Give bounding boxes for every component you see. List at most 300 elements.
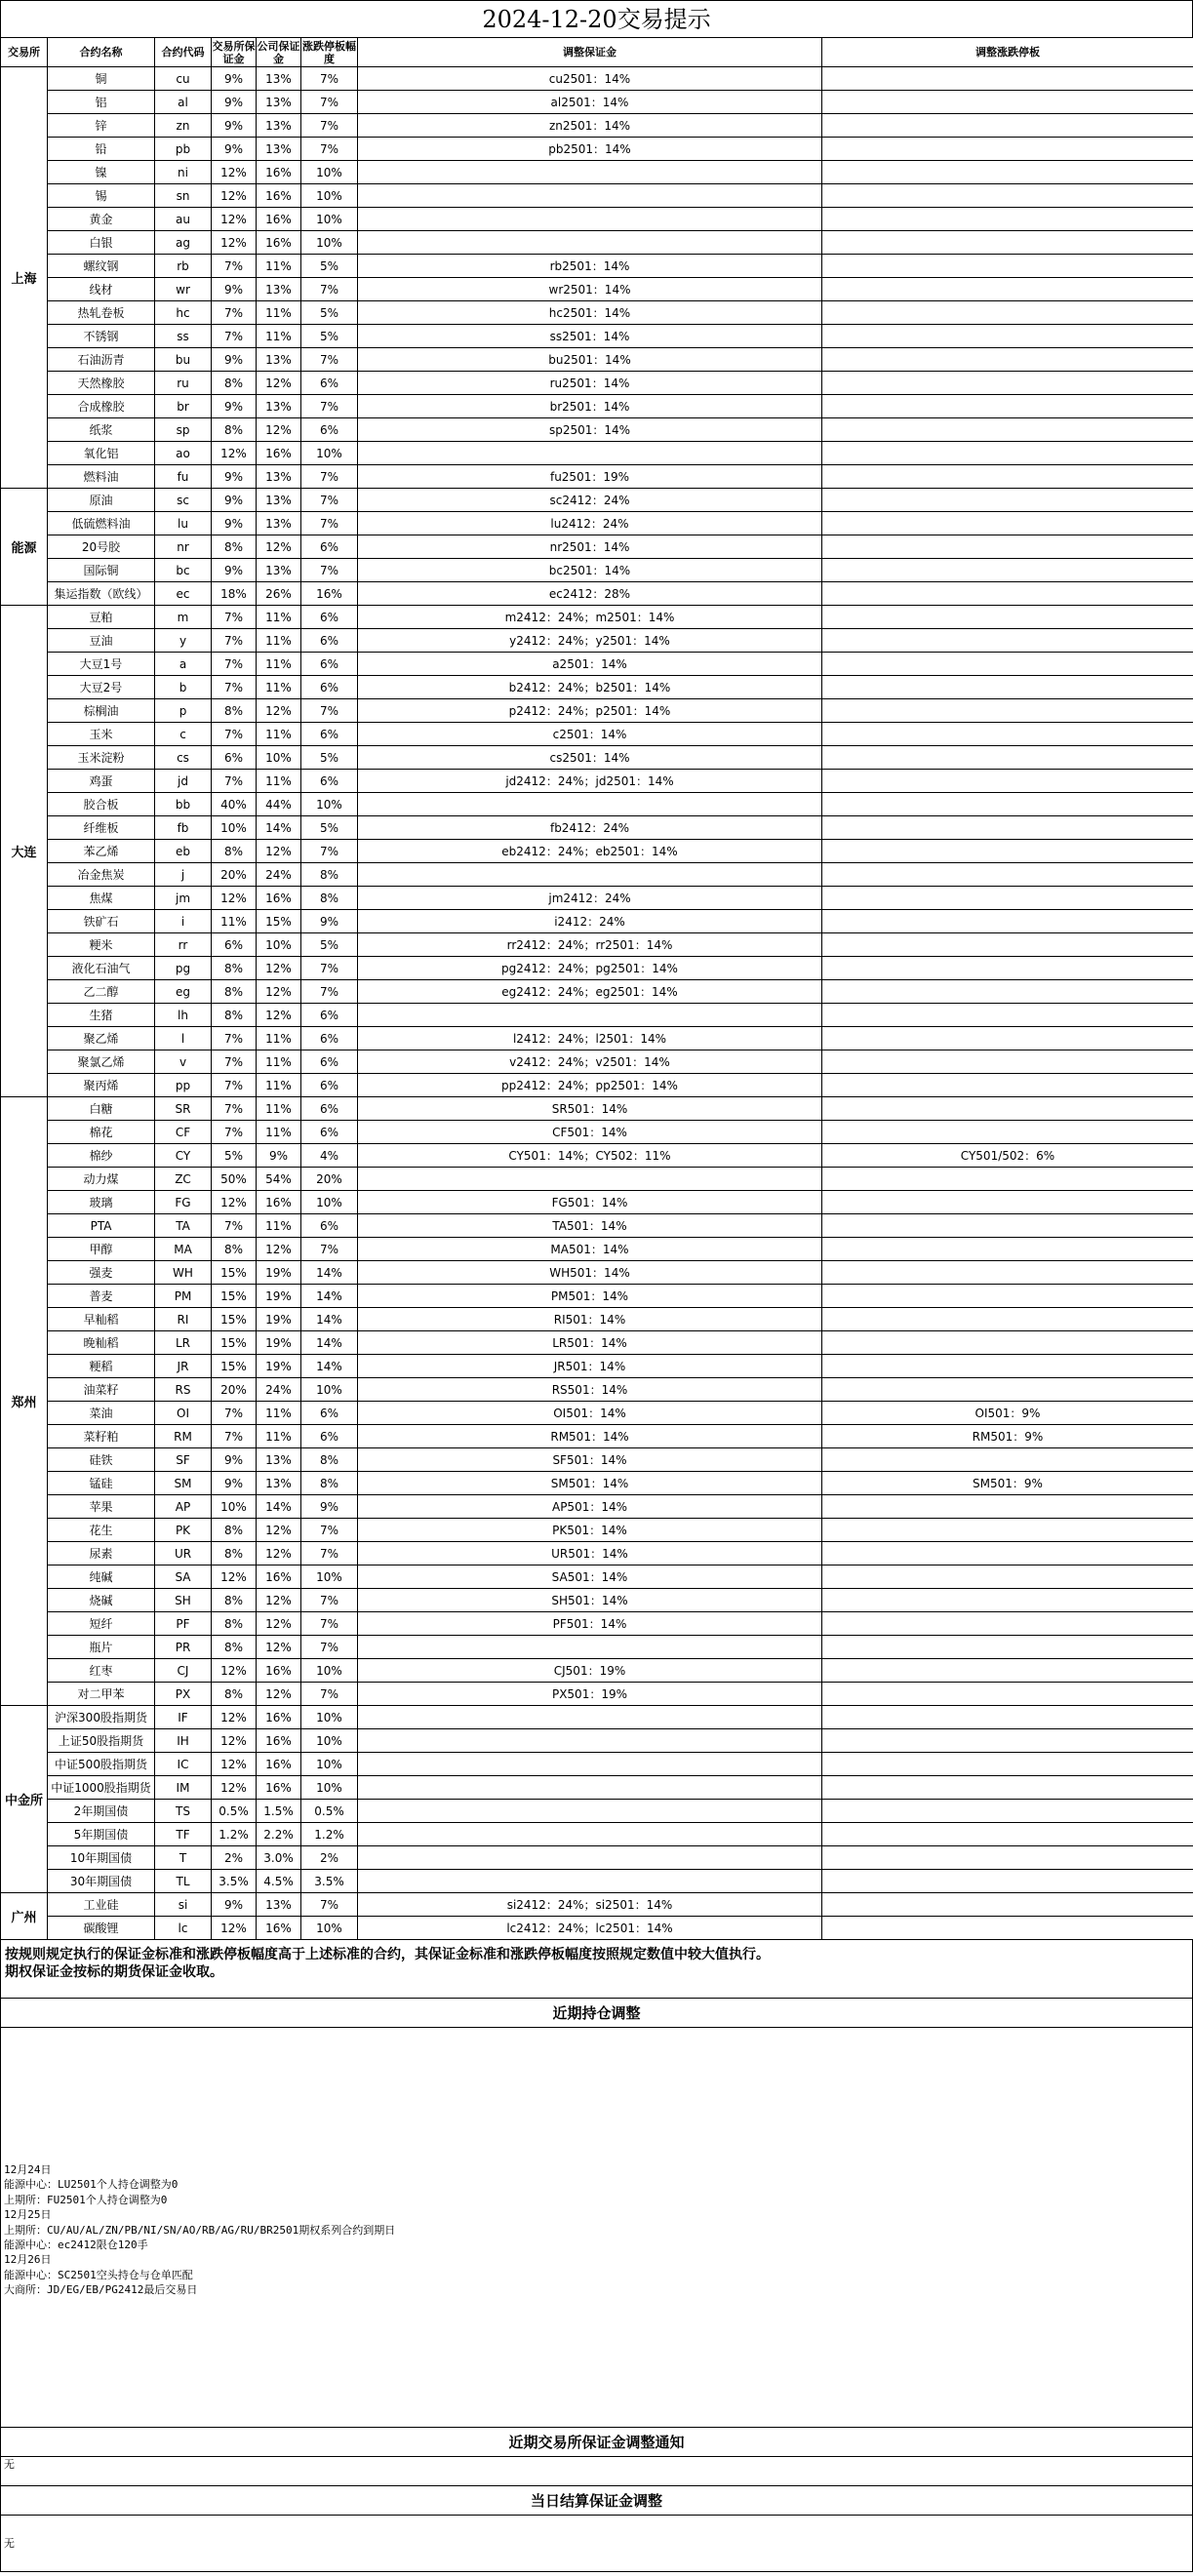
margin-adjustment <box>358 161 822 184</box>
company-margin: 13% <box>257 1448 301 1472</box>
contract-code: ss <box>155 325 212 348</box>
table-row <box>1 582 1193 606</box>
table-row <box>1 1753 1193 1776</box>
limit-adjustment <box>822 559 1193 582</box>
limit-adjustment: OI501：9% <box>822 1402 1193 1425</box>
contract-name: 锡 <box>48 184 155 208</box>
price-limit: 7% <box>301 278 358 301</box>
rules-note <box>0 1940 1193 1999</box>
exchange-margin: 6% <box>212 746 257 770</box>
price-limit: 6% <box>301 1425 358 1448</box>
limit-adjustment <box>822 1074 1193 1097</box>
contract-code: l <box>155 1027 212 1050</box>
exchange-margin: 8% <box>212 1238 257 1261</box>
margin-adjustment <box>358 1729 822 1753</box>
limit-adjustment <box>822 325 1193 348</box>
price-limit: 7% <box>301 138 358 161</box>
position-section-title: 近期持仓调整 <box>0 1999 1193 2028</box>
table-row <box>1 1800 1193 1823</box>
company-margin: 19% <box>257 1261 301 1285</box>
contract-code: sn <box>155 184 212 208</box>
exchange-margin: 8% <box>212 418 257 442</box>
exchange-margin: 2% <box>212 1846 257 1870</box>
limit-adjustment <box>822 67 1193 91</box>
contract-name: 镍 <box>48 161 155 184</box>
contract-name: 棕榈油 <box>48 699 155 723</box>
exchange-margin: 8% <box>212 1683 257 1706</box>
limit-adjustment <box>822 606 1193 629</box>
company-margin: 16% <box>257 1565 301 1589</box>
margin-adjustment: eb2412：24%；eb2501：14% <box>358 840 822 863</box>
company-margin: 16% <box>257 1191 301 1214</box>
contract-code: SR <box>155 1097 212 1121</box>
margin-adjustment <box>358 184 822 208</box>
exchange-margin: 12% <box>212 1729 257 1753</box>
company-margin: 11% <box>257 1214 301 1238</box>
exchange-margin: 9% <box>212 1472 257 1495</box>
contract-code: sc <box>155 489 212 512</box>
limit-adjustment <box>822 1097 1193 1121</box>
contract-code: bb <box>155 793 212 816</box>
contract-name: 中证1000股指期货 <box>48 1776 155 1800</box>
company-margin: 16% <box>257 1729 301 1753</box>
exchange-margin: 5% <box>212 1144 257 1168</box>
table-row <box>1 301 1193 325</box>
company-margin: 13% <box>257 1893 301 1917</box>
contract-code: sp <box>155 418 212 442</box>
margin-adjustment: hc2501：14% <box>358 301 822 325</box>
table-row <box>1 465 1193 489</box>
margin-adjustment <box>358 1823 822 1846</box>
company-margin: 14% <box>257 816 301 840</box>
table-row <box>1 372 1193 395</box>
table-row <box>1 278 1193 301</box>
margin-adjustment: a2501：14% <box>358 653 822 676</box>
contract-name: 合成橡胶 <box>48 395 155 418</box>
exchange-margin: 9% <box>212 91 257 114</box>
margin-adjustment <box>358 1800 822 1823</box>
price-limit: 7% <box>301 840 358 863</box>
contract-code: eb <box>155 840 212 863</box>
exchange-margin: 8% <box>212 699 257 723</box>
company-margin: 12% <box>257 1238 301 1261</box>
contract-name: 铁矿石 <box>48 910 155 933</box>
margin-adjustment: FG501：14% <box>358 1191 822 1214</box>
contract-code: bu <box>155 348 212 372</box>
margin-adjustment: rb2501：14% <box>358 255 822 278</box>
price-limit: 6% <box>301 372 358 395</box>
limit-adjustment <box>822 1308 1193 1331</box>
contract-name: 尿素 <box>48 1542 155 1565</box>
margin-adjustment: cu2501：14% <box>358 67 822 91</box>
exchange-margin: 7% <box>212 606 257 629</box>
margin-adjustment: jm2412：24% <box>358 887 822 910</box>
contract-name: 纤维板 <box>48 816 155 840</box>
position-line: 大商所：JD/EG/EB/PG2412最后交易日 <box>4 2283 198 2297</box>
margin-adjustment: pp2412：24%；pp2501：14% <box>358 1074 822 1097</box>
notice-text: 无 <box>0 2457 1193 2486</box>
company-margin: 16% <box>257 1659 301 1683</box>
contract-code: SM <box>155 1472 212 1495</box>
company-margin: 16% <box>257 231 301 255</box>
contract-code: jd <box>155 770 212 793</box>
contract-code: i <box>155 910 212 933</box>
limit-adjustment <box>822 1027 1193 1050</box>
limit-adjustment <box>822 1378 1193 1402</box>
margin-adjustment: bc2501：14% <box>358 559 822 582</box>
table-row <box>1 535 1193 559</box>
company-margin: 11% <box>257 1050 301 1074</box>
company-margin: 12% <box>257 840 301 863</box>
price-limit: 10% <box>301 1191 358 1214</box>
margin-adjustment: fb2412：24% <box>358 816 822 840</box>
margin-adjustment: wr2501：14% <box>358 278 822 301</box>
margin-adjustment: WH501：14% <box>358 1261 822 1285</box>
table-row <box>1 840 1193 863</box>
price-limit: 14% <box>301 1355 358 1378</box>
exchange-margin: 12% <box>212 231 257 255</box>
company-margin: 24% <box>257 863 301 887</box>
contract-code: lh <box>155 1004 212 1027</box>
price-limit: 10% <box>301 442 358 465</box>
company-margin: 11% <box>257 770 301 793</box>
price-limit: 8% <box>301 1448 358 1472</box>
contract-name: PTA <box>48 1214 155 1238</box>
contract-code: PF <box>155 1612 212 1636</box>
table-row <box>1 418 1193 442</box>
limit-adjustment <box>822 184 1193 208</box>
exchange-margin: 9% <box>212 1893 257 1917</box>
contract-code: jm <box>155 887 212 910</box>
margin-adjustment: sc2412：24% <box>358 489 822 512</box>
limit-adjustment <box>822 1495 1193 1519</box>
contract-name: 乙二醇 <box>48 980 155 1004</box>
price-limit: 10% <box>301 1917 358 1940</box>
notice-section-title: 近期交易所保证金调整通知 <box>0 2428 1193 2457</box>
contract-name: 上证50股指期货 <box>48 1729 155 1753</box>
margin-adjustment: TA501：14% <box>358 1214 822 1238</box>
contract-code: y <box>155 629 212 653</box>
price-limit: 5% <box>301 301 358 325</box>
table-row <box>1 1238 1193 1261</box>
table-row <box>1 1776 1193 1800</box>
contract-code: TF <box>155 1823 212 1846</box>
exchange-margin: 9% <box>212 138 257 161</box>
limit-adjustment <box>822 980 1193 1004</box>
company-margin: 11% <box>257 723 301 746</box>
contract-name: 原油 <box>48 489 155 512</box>
exchange-margin: 40% <box>212 793 257 816</box>
price-limit: 10% <box>301 208 358 231</box>
contract-name: 锰硅 <box>48 1472 155 1495</box>
limit-adjustment <box>822 1917 1193 1940</box>
price-limit: 5% <box>301 325 358 348</box>
exchange-margin: 15% <box>212 1285 257 1308</box>
price-limit: 6% <box>301 1050 358 1074</box>
contract-code: bc <box>155 559 212 582</box>
position-line: 能源中心：SC2501空头持仓与仓单匹配 <box>4 2268 193 2281</box>
exchange-margin: 7% <box>212 1050 257 1074</box>
table-row <box>1 629 1193 653</box>
company-margin: 16% <box>257 1753 301 1776</box>
limit-adjustment <box>822 933 1193 957</box>
exchange-margin: 7% <box>212 1214 257 1238</box>
contract-code: ni <box>155 161 212 184</box>
table-row <box>1 933 1193 957</box>
contract-code: ag <box>155 231 212 255</box>
company-margin: 11% <box>257 255 301 278</box>
contract-name: 粳稻 <box>48 1355 155 1378</box>
company-margin: 11% <box>257 1097 301 1121</box>
company-margin: 19% <box>257 1355 301 1378</box>
limit-adjustment <box>822 1612 1193 1636</box>
limit-adjustment <box>822 746 1193 770</box>
contract-name: 2年期国债 <box>48 1800 155 1823</box>
limit-adjustment <box>822 1191 1193 1214</box>
table-row <box>1 1542 1193 1565</box>
margin-adjustment <box>358 1753 822 1776</box>
contract-code: hc <box>155 301 212 325</box>
price-limit: 10% <box>301 1706 358 1729</box>
limit-adjustment: CY501/502：6% <box>822 1144 1193 1168</box>
exchange-margin: 8% <box>212 1589 257 1612</box>
price-limit: 7% <box>301 699 358 723</box>
margin-adjustment: SH501：14% <box>358 1589 822 1612</box>
limit-adjustment <box>822 208 1193 231</box>
contract-name: 棉纱 <box>48 1144 155 1168</box>
contract-code: UR <box>155 1542 212 1565</box>
margin-adjustment: v2412：24%；v2501：14% <box>358 1050 822 1074</box>
contract-name: 强麦 <box>48 1261 155 1285</box>
contract-name: 苹果 <box>48 1495 155 1519</box>
table-row <box>1 67 1193 91</box>
company-margin: 19% <box>257 1331 301 1355</box>
table-row <box>1 1168 1193 1191</box>
company-margin: 13% <box>257 138 301 161</box>
contract-code: FG <box>155 1191 212 1214</box>
price-limit: 7% <box>301 1519 358 1542</box>
margin-adjustment: al2501：14% <box>358 91 822 114</box>
exchange-margin: 12% <box>212 161 257 184</box>
price-limit: 7% <box>301 1893 358 1917</box>
margin-adjustment: UR501：14% <box>358 1542 822 1565</box>
price-limit: 7% <box>301 1636 358 1659</box>
price-limit: 0.5% <box>301 1800 358 1823</box>
contract-name: 低硫燃料油 <box>48 512 155 535</box>
company-margin: 11% <box>257 325 301 348</box>
margin-adjustment: RM501：14% <box>358 1425 822 1448</box>
table-row <box>1 793 1193 816</box>
contract-name: 甲醇 <box>48 1238 155 1261</box>
position-line: 12月25日 <box>4 2208 52 2222</box>
exchange-margin: 9% <box>212 1448 257 1472</box>
exchange-margin: 3.5% <box>212 1870 257 1893</box>
limit-adjustment <box>822 161 1193 184</box>
table-row <box>1 1448 1193 1472</box>
price-limit: 3.5% <box>301 1870 358 1893</box>
company-margin: 11% <box>257 1074 301 1097</box>
contract-code: v <box>155 1050 212 1074</box>
table-row <box>1 1331 1193 1355</box>
company-margin: 16% <box>257 161 301 184</box>
table-row <box>1 1027 1193 1050</box>
company-margin: 16% <box>257 887 301 910</box>
exchange-margin: 7% <box>212 1425 257 1448</box>
exchange-margin: 10% <box>212 1495 257 1519</box>
company-margin: 15% <box>257 910 301 933</box>
contract-name: 瓶片 <box>48 1636 155 1659</box>
table-row <box>1 559 1193 582</box>
contract-name: 聚乙烯 <box>48 1027 155 1050</box>
exchange-margin: 9% <box>212 512 257 535</box>
contract-name: 燃料油 <box>48 465 155 489</box>
table-row <box>1 1472 1193 1495</box>
company-margin: 12% <box>257 1683 301 1706</box>
position-line: 上期所：FU2501个人持仓调整为0 <box>4 2193 168 2206</box>
table-row <box>1 1589 1193 1612</box>
contract-code: p <box>155 699 212 723</box>
exchange-margin: 8% <box>212 1519 257 1542</box>
limit-adjustment <box>822 1004 1193 1027</box>
margin-adjustment: sp2501：14% <box>358 418 822 442</box>
contract-code: lc <box>155 1917 212 1940</box>
contract-code: fu <box>155 465 212 489</box>
margin-adjustment: SM501：14% <box>358 1472 822 1495</box>
price-limit: 6% <box>301 1214 358 1238</box>
price-limit: 7% <box>301 1612 358 1636</box>
limit-adjustment <box>822 863 1193 887</box>
contract-name: 纯碱 <box>48 1565 155 1589</box>
table-row <box>1 1870 1193 1893</box>
limit-adjustment <box>822 1706 1193 1729</box>
table-row <box>1 1683 1193 1706</box>
company-margin: 12% <box>257 1589 301 1612</box>
table-row <box>1 1004 1193 1027</box>
table-row <box>1 114 1193 138</box>
company-margin: 12% <box>257 1542 301 1565</box>
company-margin: 12% <box>257 699 301 723</box>
company-margin: 13% <box>257 465 301 489</box>
contract-code: c <box>155 723 212 746</box>
exchange-margin: 8% <box>212 1542 257 1565</box>
table-row <box>1 208 1193 231</box>
limit-adjustment <box>822 465 1193 489</box>
company-margin: 12% <box>257 1004 301 1027</box>
table-row <box>1 1706 1193 1729</box>
exchange-margin: 7% <box>212 1097 257 1121</box>
margin-adjustment: pg2412：24%；pg2501：14% <box>358 957 822 980</box>
price-limit: 5% <box>301 255 358 278</box>
table-row <box>1 1074 1193 1097</box>
contract-name: 石油沥青 <box>48 348 155 372</box>
contract-code: rb <box>155 255 212 278</box>
contract-name: 大豆2号 <box>48 676 155 699</box>
position-adjustments <box>0 2028 1193 2428</box>
contract-name: 铝 <box>48 91 155 114</box>
table-row <box>1 1214 1193 1238</box>
table-row <box>1 184 1193 208</box>
price-limit: 6% <box>301 676 358 699</box>
price-limit: 4% <box>301 1144 358 1168</box>
price-limit: 10% <box>301 184 358 208</box>
contract-name: 菜油 <box>48 1402 155 1425</box>
header-contract-code: 合约代码 <box>155 38 212 67</box>
margin-adjustment: SF501：14% <box>358 1448 822 1472</box>
exchange-margin: 12% <box>212 1753 257 1776</box>
limit-adjustment <box>822 1121 1193 1144</box>
price-limit: 6% <box>301 1402 358 1425</box>
contract-code: cu <box>155 67 212 91</box>
contract-code: MA <box>155 1238 212 1261</box>
company-margin: 19% <box>257 1285 301 1308</box>
exchange-margin: 12% <box>212 1565 257 1589</box>
limit-adjustment <box>822 1729 1193 1753</box>
company-margin: 13% <box>257 395 301 418</box>
exchange-margin: 9% <box>212 489 257 512</box>
limit-adjustment <box>822 1823 1193 1846</box>
limit-adjustment <box>822 1261 1193 1285</box>
limit-adjustment <box>822 1238 1193 1261</box>
position-line: 能源中心：ec2412限仓120手 <box>4 2239 148 2252</box>
contract-code: ZC <box>155 1168 212 1191</box>
price-limit: 7% <box>301 489 358 512</box>
limit-adjustment <box>822 1776 1193 1800</box>
contract-name: 白糖 <box>48 1097 155 1121</box>
limit-adjustment <box>822 653 1193 676</box>
margin-adjustment: fu2501：19% <box>358 465 822 489</box>
company-margin: 13% <box>257 489 301 512</box>
exchange-margin: 7% <box>212 629 257 653</box>
margin-adjustment: br2501：14% <box>358 395 822 418</box>
price-limit: 6% <box>301 418 358 442</box>
exchange-margin: 7% <box>212 676 257 699</box>
margin-adjustment: RS501：14% <box>358 1378 822 1402</box>
margin-adjustment: PK501：14% <box>358 1519 822 1542</box>
contract-code: RM <box>155 1425 212 1448</box>
company-margin: 11% <box>257 1402 301 1425</box>
exchange-margin: 12% <box>212 887 257 910</box>
table-row <box>1 887 1193 910</box>
exchange-margin: 8% <box>212 1636 257 1659</box>
price-limit: 10% <box>301 1659 358 1683</box>
exchange-cell: 广州 <box>1 1893 48 1940</box>
table-row <box>1 1893 1193 1917</box>
contract-name: 碳酸锂 <box>48 1917 155 1940</box>
table-row <box>1 1121 1193 1144</box>
exchange-margin: 15% <box>212 1331 257 1355</box>
contract-name: 生猪 <box>48 1004 155 1027</box>
exchange-margin: 8% <box>212 980 257 1004</box>
price-limit: 6% <box>301 723 358 746</box>
contract-name: 豆粕 <box>48 606 155 629</box>
contract-code: WH <box>155 1261 212 1285</box>
margin-adjustment <box>358 863 822 887</box>
exchange-margin: 15% <box>212 1261 257 1285</box>
price-limit: 5% <box>301 933 358 957</box>
company-margin: 12% <box>257 418 301 442</box>
contract-name: 聚丙烯 <box>48 1074 155 1097</box>
exchange-margin: 6% <box>212 933 257 957</box>
price-limit: 10% <box>301 231 358 255</box>
limit-adjustment <box>822 957 1193 980</box>
margin-adjustment: bu2501：14% <box>358 348 822 372</box>
margin-adjustment <box>358 1636 822 1659</box>
price-limit: 7% <box>301 980 358 1004</box>
price-limit: 9% <box>301 910 358 933</box>
contract-code: a <box>155 653 212 676</box>
contract-code: IM <box>155 1776 212 1800</box>
contract-name: 10年期国债 <box>48 1846 155 1870</box>
